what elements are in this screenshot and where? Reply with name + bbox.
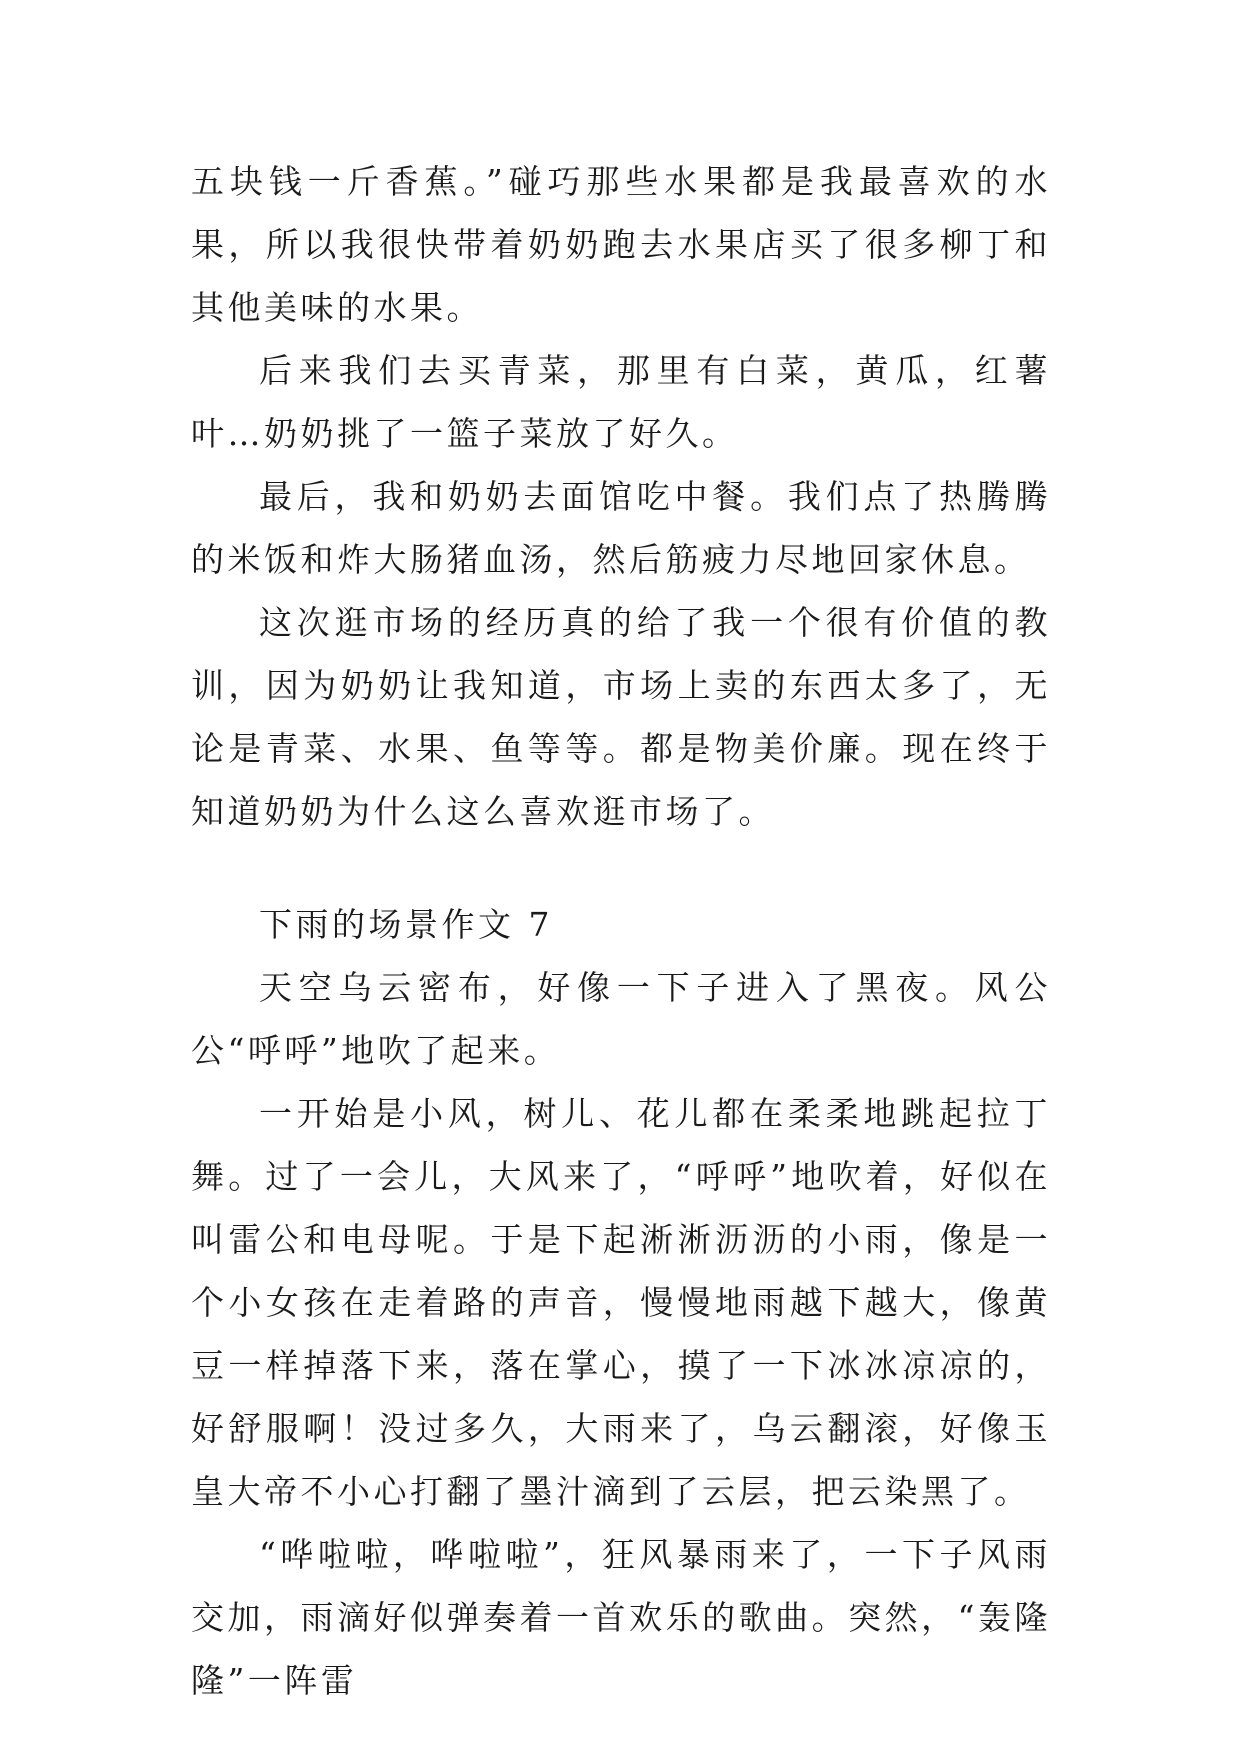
section-heading: 下雨的场景作文 7 [259, 905, 553, 944]
paragraph: 天空乌云密布，好像一下子进入了黑夜。风公公“呼呼”地吹了起来。 [191, 968, 1051, 1070]
paragraph: 一开始是小风，树儿、花儿都在柔柔地跳起拉丁舞。过了一会儿，大风来了，“呼呼”地吹着，好似在叫雷公和电母呢。于是下起淅淅沥沥的小雨，像是一个小女孩在走着路的声音，慢慢地雨越下越大，像黄豆一样掉落下来，落在掌心，摸了一下冰冰凉凉的，好舒服啊！没过多久，大雨来了，乌云翻滚，好像玉皇大帝不小心打翻了墨汁滴到了云层，把云染黑了。 [191, 1094, 1051, 1511]
paragraph: “哗啦啦，哗啦啦”，狂风暴雨来了，一下子风雨交加，雨滴好似弹奏着一首欢乐的歌曲。突然，“轰隆隆”一阵雷 [191, 1535, 1051, 1700]
document-body [191, 150, 1051, 1712]
paragraph: 后来我们去买青菜，那里有白菜，黄瓜，红薯叶…奶奶挑了一篮子菜放了好久。 [191, 351, 1051, 453]
paragraph-continued: 五块钱一斤香蕉。”碰巧那些水果都是我最喜欢的水果，所以我很快带着奶奶跑去水果店买了很多柳丁和其他美味的水果。 [191, 162, 1051, 327]
paragraph: 最后，我和奶奶去面馆吃中餐。我们点了热腾腾的米饭和炸大肠猪血汤，然后筋疲力尽地回家休息。 [191, 477, 1051, 579]
paragraph: 这次逛市场的经历真的给了我一个很有价值的教训，因为奶奶让我知道，市场上卖的东西太多了，无论是青菜、水果、鱼等等。都是物美价廉。现在终于知道奶奶为什么这么喜欢逛市场了。 [191, 603, 1051, 831]
